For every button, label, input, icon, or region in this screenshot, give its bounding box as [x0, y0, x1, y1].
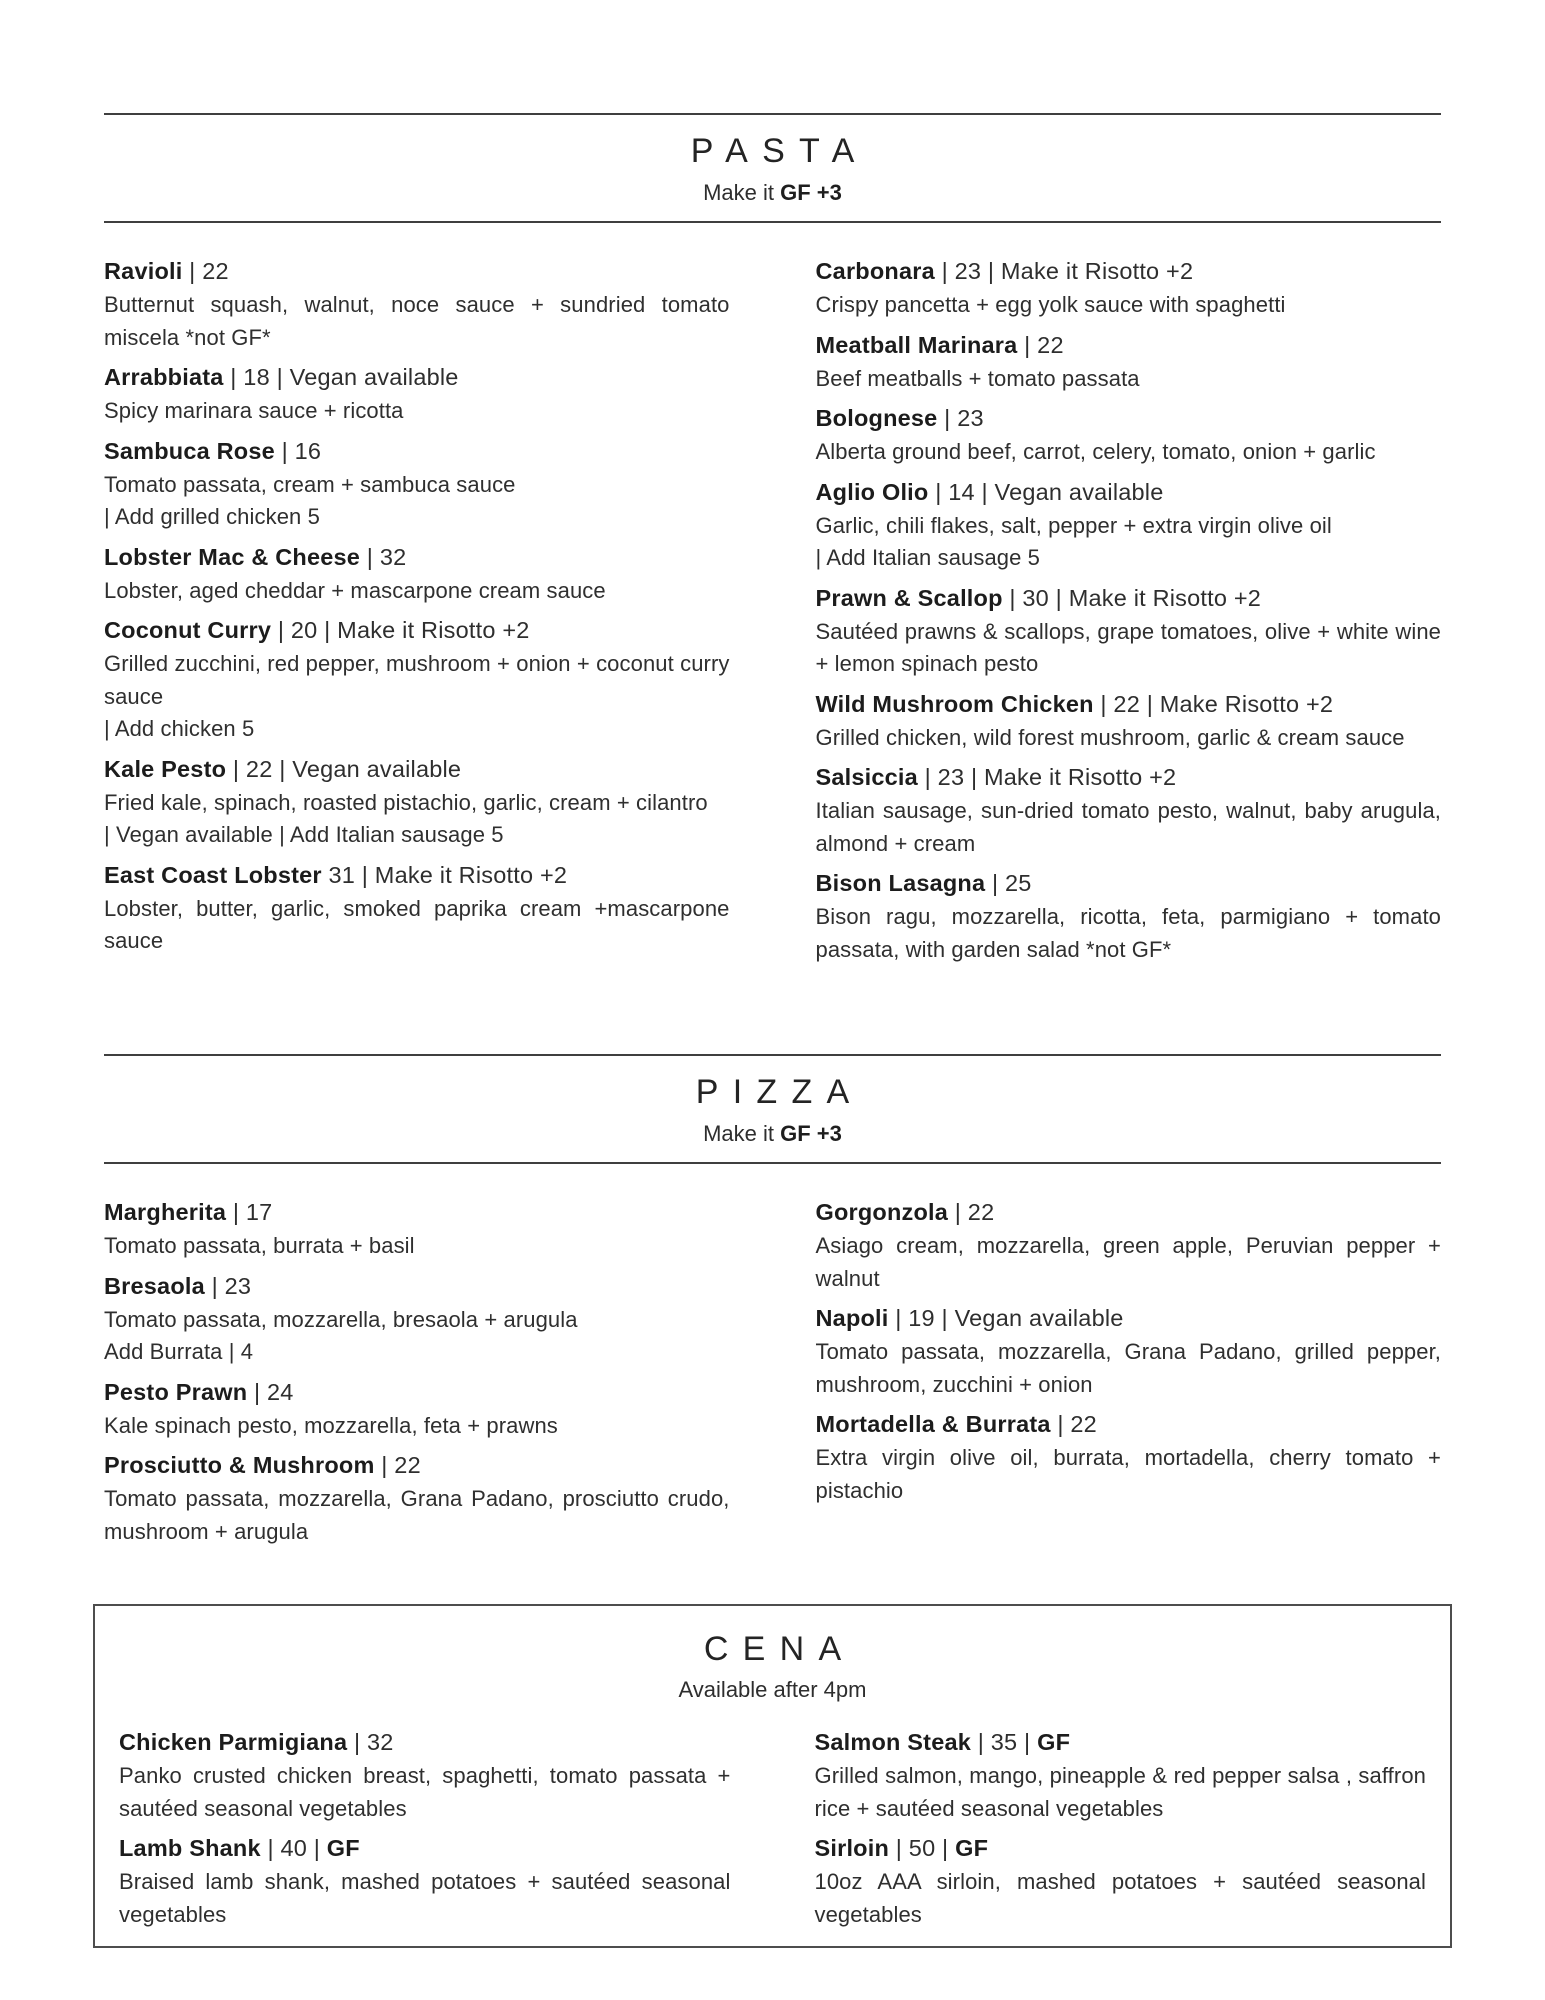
item-description: Sautéed prawns & scallops, grape tomatoes, olive + white wine + lemon spinach pesto — [815, 618, 1441, 676]
item-price-info: | 23 | Make it Risotto +2 — [934, 258, 1194, 284]
item-description: | Add grilled chicken 5 — [104, 504, 320, 529]
item-title — [816, 1301, 1442, 1336]
item-name: Gorgonzola — [815, 1199, 949, 1225]
item-title — [119, 1725, 731, 1760]
item-name: Wild Mushroom Chicken — [815, 690, 1094, 717]
item-name: Mortadella & Burrata — [815, 1411, 1051, 1437]
item-title — [816, 328, 1442, 363]
item-title — [104, 1269, 730, 1304]
item-name: Aglio Olio — [815, 478, 929, 505]
item-description: | Vegan available | Add Italian sausage 5 — [104, 822, 504, 847]
item-description: Tomato passata, cream + sambuca sauce — [104, 471, 516, 497]
item-title — [104, 360, 730, 395]
item-price-info: | 22 | Make Risotto +2 — [1093, 690, 1334, 717]
menu-item — [816, 1195, 1442, 1295]
items-columns — [104, 254, 1441, 972]
item-name: Ravioli — [104, 258, 183, 284]
item-price-info: | 32 — [360, 543, 407, 570]
item-title — [816, 581, 1442, 616]
menu-item — [816, 687, 1442, 755]
item-description: Braised lamb shank, mashed potatoes + sautéed seasonal vegetables — [119, 1869, 731, 1927]
item-name: Sirloin — [814, 1835, 890, 1861]
item-price-info: | 23 | Make it Risotto +2 — [917, 764, 1177, 790]
menu-column — [816, 1195, 1442, 1554]
item-title — [104, 858, 730, 893]
section-divider-bottom — [104, 221, 1441, 223]
item-price-info: | 50 | — [889, 1835, 949, 1861]
menu-item — [815, 1831, 1427, 1931]
menu-item — [104, 858, 730, 958]
item-description: Add Burrata | 4 — [104, 1339, 254, 1364]
section-divider-top — [104, 1054, 1441, 1056]
item-description: Panko crusted chicken breast, spaghetti, tomato passata + sautéed seasonal vegetables — [119, 1763, 731, 1821]
item-price-info: | 22 | Vegan available — [226, 755, 462, 782]
cena-section — [93, 1604, 1452, 1948]
section-title-pizza: PIZZA — [695, 1073, 864, 1111]
item-price-info: 31 | Make it Risotto +2 — [321, 861, 568, 888]
section-title-cena: CENA — [703, 1630, 856, 1668]
item-title — [816, 254, 1442, 289]
item-name: Pesto Prawn — [104, 1378, 248, 1405]
menu-item — [104, 1195, 730, 1263]
item-name: Bresaola — [104, 1272, 205, 1299]
item-price-info: | 14 | Vegan available — [928, 478, 1164, 505]
item-title — [104, 540, 730, 575]
item-name: Napoli — [815, 1305, 889, 1331]
menu-item — [104, 434, 730, 534]
item-description: Kale spinach pesto, mozzarella, feta + prawns — [104, 1412, 558, 1438]
subtitle-text: Available after 4pm — [678, 1677, 867, 1702]
item-title — [119, 1831, 731, 1866]
item-name: Chicken Parmigiana — [119, 1729, 348, 1755]
item-price-info: | 23 — [937, 405, 984, 431]
item-price-info: | 19 | Vegan available — [888, 1305, 1124, 1331]
item-title — [815, 1725, 1427, 1760]
item-name: Salmon Steak — [814, 1729, 972, 1755]
item-description: Lobster, butter, garlic, smoked paprika cream +mascarpone sauce — [104, 895, 730, 953]
item-name: Meatball Marinara — [815, 331, 1018, 358]
item-description: Garlic, chili flakes, salt, pepper + extra virgin olive oil — [815, 512, 1332, 538]
item-description: Grilled chicken, wild forest mushroom, garlic & cream sauce — [815, 724, 1405, 750]
item-name: Salsiccia — [815, 764, 918, 790]
section-subtitle — [104, 180, 1441, 206]
item-price-info: | 22 — [374, 1452, 421, 1478]
menu-column — [119, 1725, 731, 1937]
item-price-info: | 30 | Make it Risotto +2 — [1002, 584, 1262, 611]
item-name: Carbonara — [815, 258, 935, 284]
item-description: Tomato passata, burrata + basil — [104, 1233, 415, 1258]
item-description: 10oz AAA sirloin, mashed potatoes + sautéed seasonal vegetables — [814, 1869, 1426, 1927]
menu-column — [815, 1725, 1427, 1937]
menu-item — [816, 581, 1442, 681]
subtitle-text: Make it — [703, 180, 781, 205]
item-price-info: | 16 — [274, 437, 322, 464]
pizza-section — [104, 1054, 1441, 1566]
item-description: Beef meatballs + tomato passata — [815, 365, 1140, 391]
menu-item — [816, 254, 1442, 322]
section-subtitle — [104, 1121, 1441, 1147]
menu-column — [816, 254, 1442, 972]
item-description: Grilled zucchini, red pepper, mushroom + onion + coconut curry sauce — [104, 651, 730, 709]
menu-item — [104, 752, 730, 852]
item-name: Lamb Shank — [119, 1835, 261, 1861]
item-price-info: | 23 — [204, 1272, 252, 1299]
subtitle-bold-text: GF +3 — [780, 180, 842, 205]
item-description: Extra virgin olive oil, burrata, mortadella, cherry tomato + pistachio — [815, 1445, 1441, 1503]
item-title — [816, 1195, 1442, 1230]
item-price-info: | 22 — [948, 1199, 995, 1225]
items-columns — [119, 1725, 1426, 1937]
item-title — [104, 434, 730, 469]
item-price-info: | 32 — [347, 1729, 394, 1755]
item-description: Lobster, aged cheddar + mascarpone cream sauce — [104, 577, 606, 603]
item-price-info: | 24 — [247, 1378, 294, 1405]
item-title — [104, 1375, 730, 1410]
item-title — [104, 1448, 730, 1483]
item-description: Asiago cream, mozzarella, green apple, Peruvian pepper + walnut — [815, 1233, 1441, 1291]
item-description: Grilled salmon, mango, pineapple & red pepper salsa , saffron rice + sautéed seasonal vegetables — [814, 1763, 1426, 1821]
item-title — [816, 401, 1442, 436]
menu-item — [104, 360, 730, 428]
item-title — [104, 752, 730, 787]
item-description: Fried kale, spinach, roasted pistachio, garlic, cream + cilantro — [104, 789, 708, 815]
item-description: | Add Italian sausage 5 — [815, 545, 1041, 570]
item-name: Margherita — [104, 1199, 227, 1225]
item-name: Bolognese — [815, 405, 938, 431]
menu-item — [816, 328, 1442, 396]
item-name: Prawn & Scallop — [815, 584, 1003, 611]
menu-item — [104, 540, 730, 608]
item-name: Prosciutto & Mushroom — [104, 1452, 375, 1478]
menu-item — [104, 254, 730, 354]
pasta-section — [104, 113, 1441, 1054]
menu-item — [816, 1407, 1442, 1507]
item-gf-badge: GF — [948, 1835, 989, 1861]
item-description: Crispy pancetta + egg yolk sauce with spaghetti — [815, 292, 1286, 317]
menu-item — [119, 1831, 731, 1931]
item-description: | Add chicken 5 — [104, 716, 255, 741]
item-title — [104, 254, 730, 289]
item-title — [104, 613, 730, 648]
item-price-info: | 17 — [226, 1199, 273, 1225]
item-title — [816, 866, 1442, 901]
item-name: Lobster Mac & Cheese — [104, 543, 361, 570]
item-price-info: | 22 — [1017, 331, 1064, 358]
item-description: Tomato passata, mozzarella, bresaola + arugula — [104, 1306, 578, 1332]
item-name: Coconut Curry — [104, 617, 272, 643]
item-price-info: | 40 | — [260, 1835, 321, 1861]
item-description: Bison ragu, mozzarella, ricotta, feta, parmigiano + tomato passata, with garden salad *not GF* — [815, 904, 1441, 962]
item-gf-badge: GF — [320, 1835, 360, 1861]
subtitle-bold-text: GF +3 — [780, 1121, 842, 1146]
item-title — [104, 1195, 730, 1230]
subtitle-text: Make it — [703, 1121, 781, 1146]
section-divider-bottom — [104, 1162, 1441, 1164]
item-description: Italian sausage, sun-dried tomato pesto, walnut, baby arugula, almond + cream — [815, 798, 1441, 856]
menu-item — [815, 1725, 1427, 1825]
item-description: Butternut squash, walnut, noce sauce + sundried tomato miscela *not GF* — [104, 292, 730, 350]
menu-item — [104, 1269, 730, 1369]
menu-item — [816, 1301, 1442, 1401]
section-title-pasta: PASTA — [690, 132, 869, 170]
menu-item — [816, 760, 1442, 860]
menu-item — [816, 475, 1442, 575]
item-title — [816, 475, 1442, 510]
menu-item — [104, 613, 730, 746]
item-description: Spicy marinara sauce + ricotta — [104, 398, 404, 423]
menu-item — [816, 866, 1442, 966]
item-gf-badge: GF — [1030, 1729, 1071, 1755]
item-description: Tomato passata, mozzarella, Grana Padano, grilled pepper, mushroom, zucchini + onion — [815, 1339, 1441, 1397]
item-name: East Coast Lobster — [104, 861, 322, 888]
item-description: Alberta ground beef, carrot, celery, tomato, onion + garlic — [815, 439, 1376, 464]
item-title — [816, 687, 1442, 722]
item-price-info: | 22 — [182, 258, 229, 284]
item-title — [816, 1407, 1442, 1442]
item-description: Tomato passata, mozzarella, Grana Padano, prosciutto crudo, mushroom + arugula — [104, 1486, 730, 1544]
item-name: Sambuca Rose — [104, 437, 275, 464]
menu-item — [119, 1725, 731, 1825]
item-name: Kale Pesto — [104, 755, 227, 782]
item-title — [815, 1831, 1427, 1866]
menu-item — [104, 1375, 730, 1443]
item-name: Arrabbiata — [104, 364, 224, 390]
menu-item — [104, 1448, 730, 1548]
section-subtitle — [119, 1677, 1426, 1703]
menu-item — [816, 401, 1442, 469]
item-name: Bison Lasagna — [815, 870, 986, 896]
item-title — [816, 760, 1442, 795]
item-price-info: | 18 | Vegan available — [223, 364, 459, 390]
menu-column — [104, 254, 730, 972]
items-columns — [104, 1195, 1441, 1554]
item-price-info: | 20 | Make it Risotto +2 — [271, 617, 530, 643]
item-price-info: | 25 — [985, 870, 1032, 896]
section-divider-top — [104, 113, 1441, 115]
menu-column — [104, 1195, 730, 1554]
item-price-info: | 35 | — [971, 1729, 1031, 1755]
item-price-info: | 22 — [1050, 1411, 1097, 1437]
